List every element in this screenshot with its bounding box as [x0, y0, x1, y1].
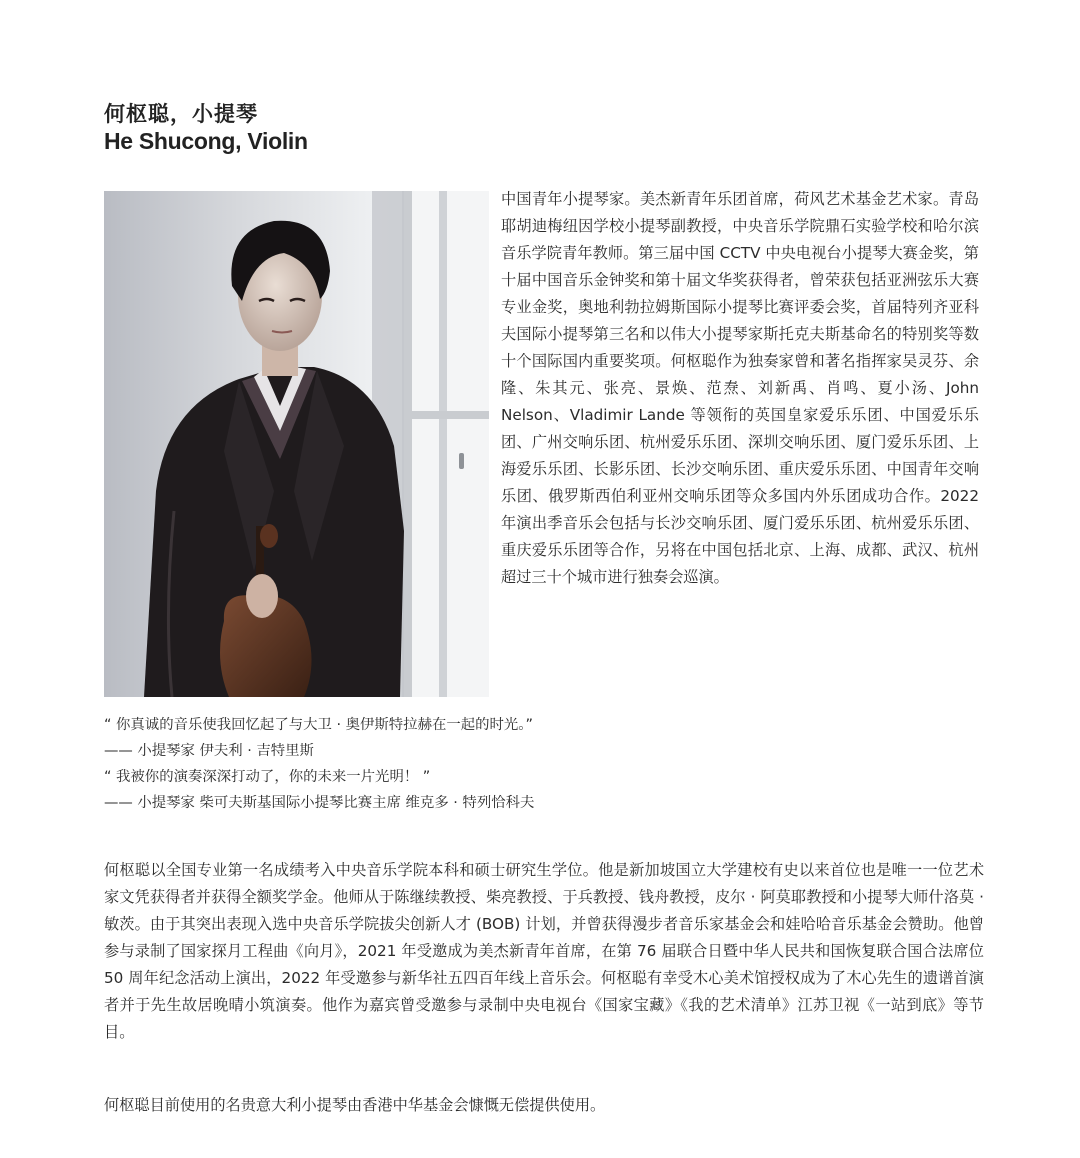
quote-attribution: —— 小提琴家 柴可夫斯基国际小提琴比赛主席 维克多 · 特列恰科夫: [104, 795, 535, 811]
quote-attribution: —— 小提琴家 伊夫利 · 吉特里斯: [104, 743, 314, 759]
quotes-block: [104, 712, 984, 816]
portrait-photo: [104, 191, 489, 697]
title-english: He Shucong, Violin: [104, 128, 308, 154]
bio-education-paragraph: 何枢聪以全国专业第一名成绩考入中央音乐学院本科和硕士研究生学位。他是新加坡国立大学建校有史以来首位也是唯一一位艺术家文凭获得者并获得全额奖学金。他师从于陈继续教授、柴亮教授、于兵教授、钱舟教授，皮尔 · 阿莫耶教授和小提琴大师什洛莫 · 敏茨。由于其突出表现入选中央音乐学院拔尖创新人才 (BOB) 计划，并曾获得漫步者音乐家基金会和娃哈哈音乐基金会赞助。他曾参与录制了国家探月工程曲《向月》，2021 年受邀成为美杰新青年首席，在第 76 届联合日暨中华人民共和国恢复联合国合法席位 50 周年纪念活动上演出，2022 年受邀参与新华社五四百年线上音乐会。何枢聪有幸受木心美术馆授权成为了木心先生的遗谱首演者并于先生故居晚晴小筑演奏。他作为嘉宾曾受邀参与录制中央电视台《国家宝藏》《我的艺术清单》江苏卫视《一站到底》等节目。: [104, 861, 984, 1041]
instrument-note: 何枢聪目前使用的名贵意大利小提琴由香港中华基金会慷慨无偿提供使用。: [104, 1096, 606, 1114]
quote-text: “ 你真诚的音乐使我回忆起了与大卫 · 奥伊斯特拉赫在一起的时光。”: [104, 717, 533, 733]
bio-intro-paragraph: 中国青年小提琴家。美杰新青年乐团首席，荷风艺术基金艺术家。青岛耶胡迪梅纽因学校小提琴副教授，中央音乐学院鼎石实验学校和哈尔滨音乐学院青年教师。第三届中国 CCTV 中央电视台小提琴大赛金奖，第十届中国音乐金钟奖和第十届文华奖获得者，曾荣获包括亚洲弦乐大赛专业金奖，奥地利勃拉姆斯国际小提琴比赛评委会奖，首届特列齐亚科夫国际小提琴第三名和以伟大小提琴家斯托克夫斯基命名的特别奖等数十个国际国内重要奖项。何枢聪作为独奏家曾和著名指挥家吴灵芬、余隆、朱其元、张亮、景焕、范焘、刘新禹、肖鸣、夏小汤、John Nelson、Vladimir Lande 等领衔的英国皇家爱乐乐团、中国爱乐乐团、广州交响乐团、杭州爱乐乐团、深圳交响乐团、厦门爱乐乐团、上海爱乐乐团、长影乐团、长沙交响乐团、重庆爱乐乐团、中国青年交响乐团、俄罗斯西伯利亚州交响乐团等众多国内外乐团成功合作。2022 年演出季音乐会包括与长沙交响乐团、厦门爱乐乐团、杭州爱乐乐团、重庆爱乐乐团等合作，另将在中国包括北京、上海、成都、武汉、杭州超过三十个城市进行独奏会巡演。: [501, 190, 979, 586]
title-chinese: 何枢聪，小提琴: [104, 102, 258, 126]
quote-text: “ 我被你的演奏深深打动了，你的未来一片光明！ ”: [104, 769, 431, 785]
